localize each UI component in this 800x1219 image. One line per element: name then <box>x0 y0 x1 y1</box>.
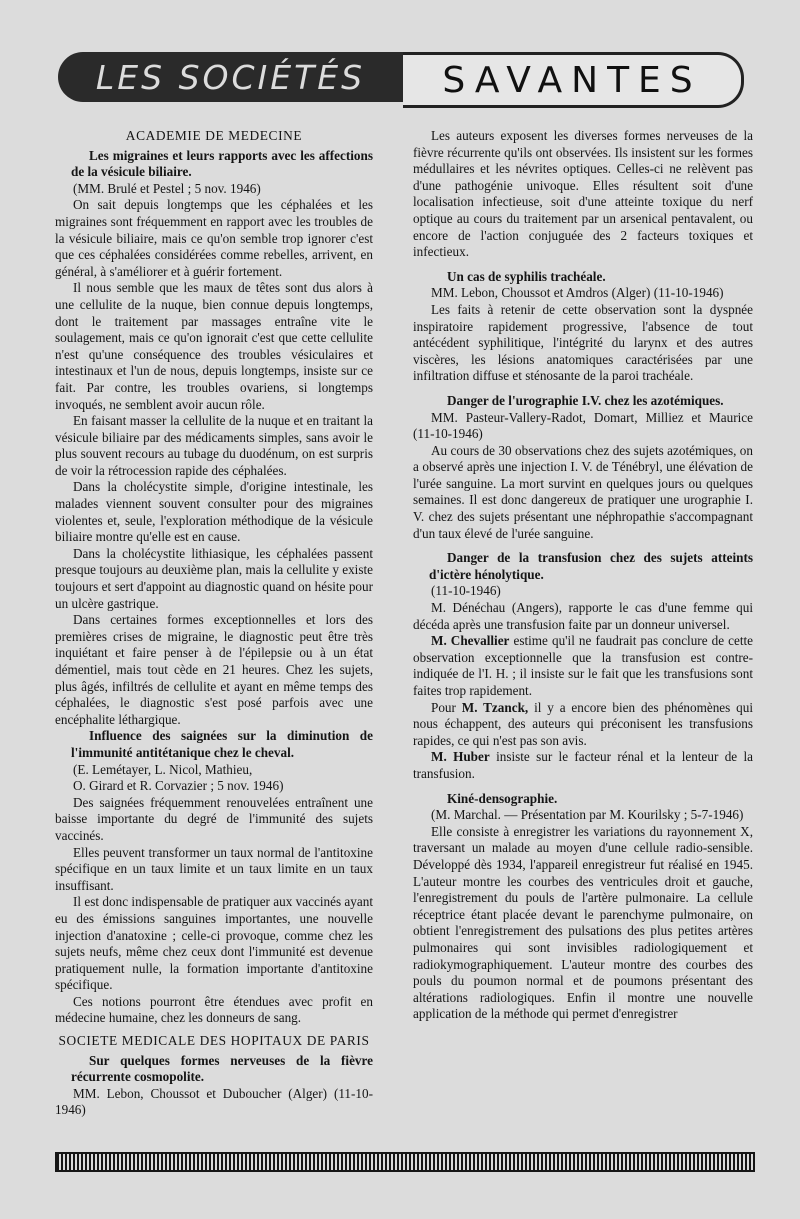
article-authors: (M. Marchal. — Présentation par M. Kourilsky ; 5-7-1946) <box>431 807 744 823</box>
article-authors: MM. Pasteur-Vallery-Radot, Domart, Milliez et Maurice (11-10-1946) <box>413 409 753 442</box>
article-authors: O. Girard et R. Corvazier ; 5 nov. 1946) <box>73 778 284 794</box>
article-title: Influence des saignées sur la diminution de l'immunité antitétanique chez le cheval. <box>71 728 373 760</box>
paragraph: On sait depuis longtemps que les céphalées et les migraines sont fréquemment en rapport avec les troubles de la vésicule biliaire, mais ce qu'on semble trop ignorer c'est que ces céphalées considérées comme rebelles, arrivent, en général, à s'améliorer et à guérir fortement. <box>55 197 373 279</box>
section-banner <box>58 52 744 106</box>
article-title: Sur quelques formes nerveuses de la fièvre récurrente cosmopolite. <box>71 1052 373 1085</box>
paragraph-text: estime qu'il ne faudrait pas conclure de cette observation exceptionnelle que la transfusion est contre-indiquée de l'I. H. ; il insiste sur le fait que les transfusions sont faites trop rapidement. <box>413 633 754 698</box>
left-column <box>55 128 373 1119</box>
paragraph: Dans la cholécystite simple, d'origine intestinale, les malades viennent souvent consulter pour des migraines violentes et, seule, l'exploration méthodique de la vésicule biliaire montre qu'elle est en cause. <box>55 479 373 545</box>
section-heading: SOCIETE MEDICALE DES HOPITAUX DE PARIS <box>58 1033 370 1049</box>
section-heading: ACADEMIE DE MEDECINE <box>125 128 303 143</box>
paragraph: Elle consiste à enregistrer les variations du rayonnement X, traversant un malade au moyen d'une cellule radio-sensible. Développé dès 1934, l'appareil enregistreur fut réalisé en 1945. L'auteur montre les courbes des ventricules droit et gauche, l'enregistrement du pouls de l'artère pulmonaire. La cellule réceptrice étant placée devant le parenchyme pulmonaire, on obtient l'enregistrement des pulsations des plus petites artères pulmonaires qui sont invisibles radiologiquement et radiokymographiquement. L'auteur montre des courbes des pouls du poumon normal et de poumons présentant des altérations radiologiques. Enfin il montre une nouvelle application de la méthode qui permet d'enregistrer <box>413 823 753 1022</box>
article-title: Kiné-densographie. <box>447 790 558 806</box>
article-date: (11-10-1946) <box>431 583 501 599</box>
article-title: Un cas de syphilis trachéale. <box>447 268 606 284</box>
article-title: Danger de la transfusion chez des sujets atteints d'ictère hénolytique. <box>429 550 753 582</box>
article-authors: (MM. Brulé et Pestel ; 5 nov. 1946) <box>73 180 261 196</box>
speaker-name: M. Chevallier <box>431 633 510 649</box>
paragraph: Il nous semble que les maux de têtes sont dus alors à une cellulite de la nuque, bien connue depuis longtemps, dont le traitement par massages entraîne vite le soulagement, mais ce qu'on ignorait c'est que cette cellulite n'est qu'une conséquence des troubles vésiculaires et intestinaux et l'un de nous, depuis longtemps, insiste sur ce fait. Par contre, les troubles ovariens, si longtemps invoqués, ne semblent avoir aucun rôle. <box>55 280 373 412</box>
paragraph: Elles peuvent transformer un taux normal de l'antitoxine spécifique en un taux limite et un taux limite en un taux insuffisant. <box>55 844 373 893</box>
speaker-name: M. Tzanck, <box>461 699 529 715</box>
paragraph <box>413 633 753 699</box>
paragraph: Des saignées fréquemment renouvelées entraînent une baisse importante du degré de l'immunité des sujets vaccinés. <box>55 794 373 843</box>
paragraph <box>413 749 753 782</box>
paragraph-text: insiste sur le facteur rénal et la lenteur de la transfusion. <box>413 749 753 781</box>
decorative-footer-bar <box>55 1152 755 1172</box>
paragraph: Dans la cholécystite lithiasique, les céphalées passent presque toujours au deuxième plan, mais la cellulite y existe toujours et sert d'appoint au diagnostic quand on hésite pour un ulcère gastrique. <box>55 545 373 611</box>
paragraph: Ces notions pourront être étendues avec profit en médecine humaine, chez les donneurs de sang. <box>55 993 373 1026</box>
article-authors: MM. Lebon, Choussot et Amdros (Alger) (11-10-1946) <box>431 285 724 301</box>
paragraph-text: il y a encore bien des phénomènes qui nous échappent, des auteurs qui préconisent les transfusions rapides, ce qui n'est pas son avis. <box>413 699 754 748</box>
paragraph: Les faits à retenir de cette observation sont la dyspnée inspiratoire rapidement progressive, l'absence de tout antécédent syphilitique, l'intégrité du larynx et des autres viscères, les lésions anatomiques caractérisées par une infiltration diffuse et sténosante de la paroi trachéale. <box>413 301 753 384</box>
paragraph: Au cours de 30 observations chez des sujets azotémiques, on a observé après une injection I. V. de Ténébryl, une élévation de l'urée sanguine. La mort survint en quelques jours ou quelques semaines. Il est donc dangereux de pratiquer une urographie I. V. chez des sujets présentant une néphropathie s'accompagnant d'un taux élevé de l'urée sanguine. <box>413 442 753 541</box>
article-authors: (E. Lemétayer, L. Nicol, Mathieu, <box>73 761 253 777</box>
paragraph: Les auteurs exposent les diverses formes nerveuses de la fièvre récurrente qu'ils ont observées. Ils insistent sur les formes médullaires et les névrites optiques. Celles-ci ne relèvent pas d'une pathogénie univoque. Elles résultent soit d'une localisation infectieuse, soit d'une atteinte toxique du nerf optique au cours du traitement par un arsenical pentavalent, ou encore de l'action conjuguée des 2 facteurs toxiques et infectieux. <box>413 128 753 260</box>
paragraph: Il est donc indispensable de pratiquer aux vaccinés ayant eu des émissions sanguines importantes, une nouvelle injection d'anatoxine ; celle-ci provoque, comme chez les sujets neufs, même chez ceux dont l'immunité est devenue pratiquement nulle, la formation importante d'antitoxine spécifique. <box>55 894 373 993</box>
banner-title-right: SAVANTES <box>403 52 744 108</box>
paragraph: En faisant masser la cellulite de la nuque et en traitant la vésicule biliaire par des médicaments simples, sans avoir le plus souvent recours au tubage du duodénum, on est surpris de voir la rétrocession rapide des céphalées. <box>55 413 373 478</box>
paragraph: Dans certaines formes exceptionnelles et lors des premières crises de migraine, le diagnostic peut être très inquiétant et faire penser à de l'épilepsie ou à un état démentiel, mais tout cède en 21 heures. Chez les sujets, plus âgés, infiltrés de cellulite et ayant en même temps des céphalées, le diagnostic s'est posé parfois avec une encéphalite léthargique. <box>55 612 373 727</box>
article-title: Les migraines et leurs rapports avec les affections de la vésicule biliaire. <box>71 147 373 180</box>
right-column <box>413 128 753 1023</box>
banner-title-left: LES SOCIÉTÉS <box>58 52 403 102</box>
speaker-name: M. Huber <box>431 749 490 765</box>
paragraph-text: Pour <box>431 699 456 715</box>
article-title: Danger de l'urographie I.V. chez les azotémiques. <box>447 392 724 408</box>
paragraph: M. Dénéchau (Angers), rapporte le cas d'une femme qui décéda après une transfusion faite par un donneur universel. <box>413 600 753 632</box>
article-authors: MM. Lebon, Choussot et Duboucher (Alger) (11-10-1946) <box>55 1085 373 1118</box>
paragraph <box>413 700 753 750</box>
